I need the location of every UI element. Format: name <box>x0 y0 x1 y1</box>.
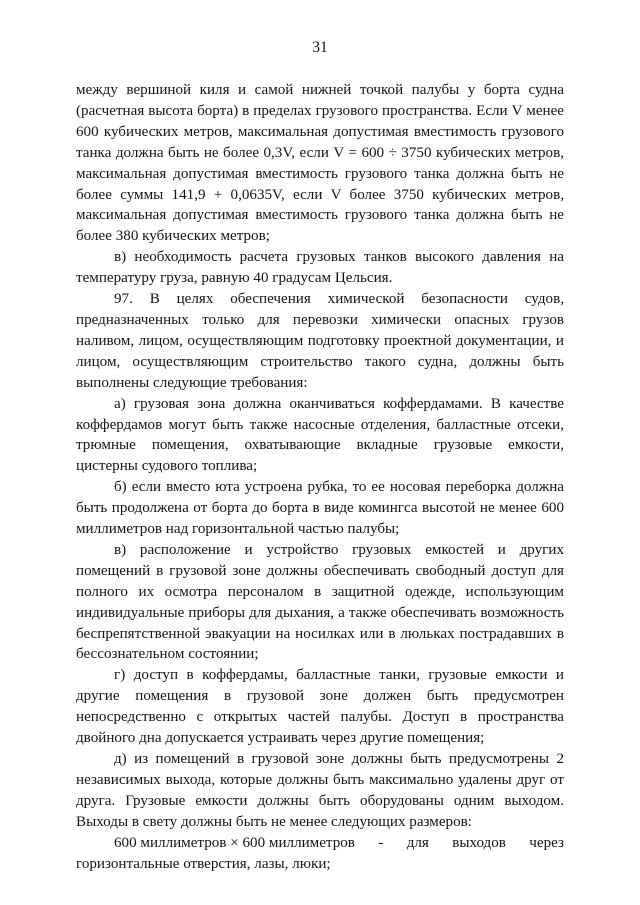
exit-size-value: 600 миллиметров × 600 миллиметров <box>114 834 355 851</box>
paragraph-item-d: д) из помещений в грузовой зоне должны быть предусмотрены 2 независимых выхода, которые должны быть максимально удалены друг от друга. Грузовые емкости должны быть оборудованы одним выходом. Выходы в свету должны быть не менее следующих размеров: <box>76 751 564 830</box>
exit-size-line <box>76 833 564 854</box>
paragraph-97: 97. В целях обеспечения химической безопасности судов, предназначенных только для перевозки химически опасных грузов наливом, лицом, осуществляющим подготовку проектной документации, и лицом, осуществляющим строительство такого судна, должны быть выполнены следующие требования: <box>76 291 564 391</box>
exit-size-dash: - <box>378 834 384 851</box>
page-number: 31 <box>312 39 328 56</box>
document-body <box>76 80 564 874</box>
paragraph-item-a: а) грузовая зона должна оканчиваться коффердамами. В качестве коффердамов могут быть также насосные отделения, балластные отсеки, трюмные помещения, охватывающие вкладные грузовые емкости, цистерны судового топлива; <box>76 395 564 475</box>
paragraph-item-v: в) необходимость расчета грузовых танков высокого давления на температуру груза, равную 40 градусам Цельсия. <box>76 249 564 287</box>
exit-size-word-for: для <box>406 834 429 851</box>
paragraph-item-g: г) доступ в коффердамы, балластные танки, грузовые емкости и другие помещения в грузовой зоне должен быть предусмотрен непосредственно с открытых частей палубы. Доступ в пространства двойного дна допускается устраивать через другие помещения; <box>76 667 564 747</box>
paragraph-continuation: между вершиной киля и самой нижней точкой палубы у борта судна (расчетная высота борта) в пределах грузового пространства. Если V менее 600 кубических метров, максимальная допустимая вместимость грузового танка должна быть не более 0,3V, если V = 600 ÷ 3750 кубических метров, максимальная допустимая вместимость грузового танка должна быть не более суммы 141,9 + 0,0635V, если V более 3750 кубических метров, максимальная допустимая вместимость грузового танка должна быть не более 380 кубических метров; <box>76 82 564 245</box>
exit-size-continuation: горизонтальные отверстия, лазы, люки; <box>76 855 331 872</box>
paragraph-item-v2: в) расположение и устройство грузовых емкостей и других помещений в грузовой зоне должны обеспечивать свободный доступ для полного их осмотра персоналом в защитной одежде, использующим индивидуальные приборы для дыхания, а также обеспечивать возможность беспрепятственной эвакуации на носилках или в люльках пострадавших в бессознательном состоянии; <box>76 541 564 663</box>
paragraph-item-b: б) если вместо юта устроена рубка, то ее носовая переборка должна быть продолжена от борта до борта в виде комингса высотой не менее 600 миллиметров над горизонтальной частью палубы; <box>76 479 564 538</box>
exit-size-word-exits: выходов <box>452 834 506 851</box>
exit-size-word-through: через <box>529 834 564 851</box>
